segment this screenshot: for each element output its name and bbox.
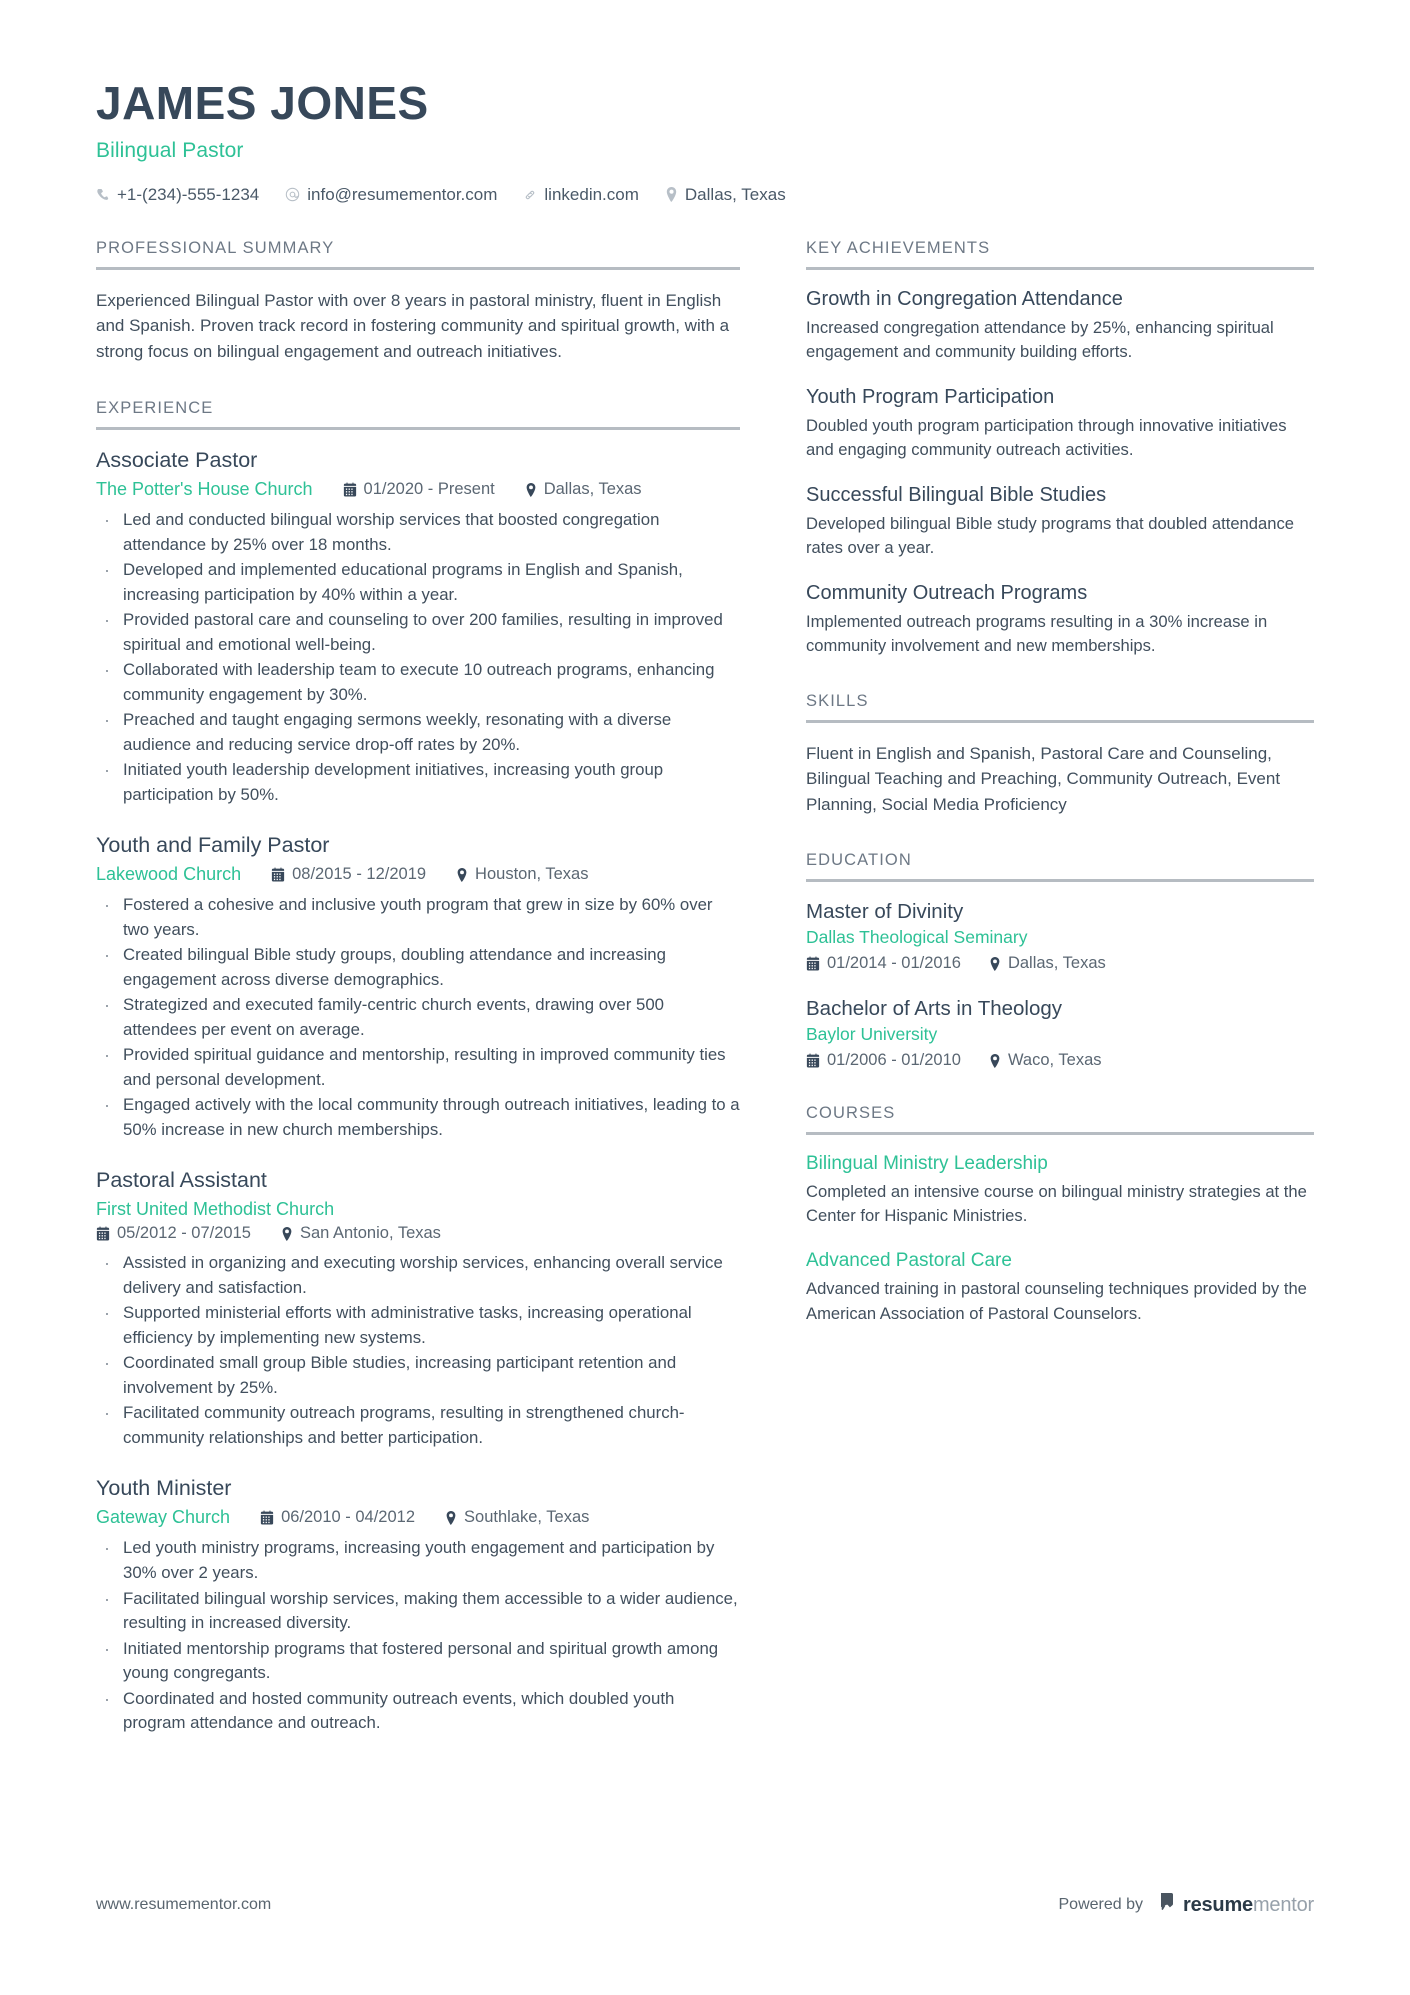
candidate-name: JAMES JONES <box>96 77 429 129</box>
location-pin-icon <box>281 1227 293 1241</box>
achievement-item <box>806 582 1314 658</box>
experience-list <box>96 448 740 1736</box>
entry-location <box>456 865 588 884</box>
contact-phone[interactable] <box>96 185 259 205</box>
achievement-item <box>806 386 1314 462</box>
entry-dates <box>343 480 495 499</box>
experience-bullet: · Fostered a cohesive and inclusive youth program that grew in size by 60% over two years. <box>96 893 740 942</box>
education-location <box>989 954 1106 973</box>
experience-bullet: · Initiated mentorship programs that fostered personal and spiritual growth among young congregants. <box>96 1637 740 1686</box>
entry-role: Youth Minister <box>96 1476 232 1501</box>
experience-bullet: · Facilitated bilingual worship services, making them accessible to a wider audience, resulting in increased diversity. <box>96 1587 740 1636</box>
experience-bullet-list <box>96 508 740 807</box>
experience-bullet: · Facilitated community outreach programs, resulting in strengthened church-community relationships and better participation. <box>96 1401 740 1450</box>
candidate-job-title: Bilingual Pastor <box>96 138 244 162</box>
experience-bullet: · Developed and implemented educational programs in English and Spanish, increasing participation by 40% within a year. <box>96 558 740 607</box>
section-title-skills: SKILLS <box>806 692 1314 723</box>
location-pin-icon <box>445 1511 457 1525</box>
contact-location-text: Dallas, Texas <box>684 184 786 204</box>
calendar-icon <box>343 482 357 497</box>
experience-bullet: · Strategized and executed family-centric church events, drawing over 500 attendees per event on average. <box>96 993 740 1042</box>
section-experience <box>96 399 740 1736</box>
achievement-title: Growth in Congregation Attendance <box>806 287 1123 310</box>
entry-location-text: Dallas, Texas <box>543 480 642 498</box>
education-dates-text: 01/2014 - 01/2016 <box>827 954 961 973</box>
section-title-education: EDUCATION <box>806 851 1314 882</box>
entry-organization: Lakewood Church <box>96 864 242 885</box>
education-school: Dallas Theological Seminary <box>806 927 1028 948</box>
education-list <box>806 900 1314 1070</box>
skills-text: Fluent in English and Spanish, Pastoral Care and Counseling, Bilingual Teaching and Preaching, Community Outreach, Event Planning, Social Media Proficiency <box>806 743 1281 814</box>
location-pin-icon <box>989 957 1001 971</box>
right-column <box>796 239 1314 1332</box>
entry-organization: First United Methodist Church <box>96 1199 335 1220</box>
entry-meta <box>96 479 740 500</box>
experience-bullet: · Coordinated and hosted community outreach events, which doubled youth program attendance and outreach. <box>96 1687 740 1736</box>
contact-location <box>665 185 786 205</box>
experience-bullet: · Created bilingual Bible study groups, doubling attendance and increasing engagement across diverse demographics. <box>96 943 740 992</box>
courses-list <box>806 1153 1314 1325</box>
entry-location-text: Houston, Texas <box>475 865 589 884</box>
achievement-title: Community Outreach Programs <box>806 581 1088 604</box>
achievement-description: Developed bilingual Bible study programs that doubled attendance rates over a year. <box>806 513 1295 557</box>
experience-entry <box>96 1168 740 1450</box>
education-degree: Bachelor of Arts in Theology <box>806 997 1063 1021</box>
resumementor-logo <box>1159 1893 1314 1917</box>
section-education <box>806 851 1314 1070</box>
phone-icon <box>96 188 110 202</box>
resume-body <box>96 239 1314 1742</box>
contact-row <box>96 185 1314 205</box>
achievement-title: Youth Program Participation <box>806 385 1055 408</box>
entry-meta <box>96 1199 740 1243</box>
course-title: Advanced Pastoral Care <box>806 1250 1012 1272</box>
left-column <box>96 239 796 1742</box>
achievement-description: Doubled youth program participation through innovative initiatives and engaging community outreach activities. <box>806 415 1287 459</box>
resume-header <box>96 78 1314 205</box>
experience-bullet: · Preached and taught engaging sermons weekly, resonating with a diverse audience and reducing service drop-off rates by 20%. <box>96 708 740 757</box>
experience-entry <box>96 1476 740 1735</box>
course-item <box>806 1153 1314 1228</box>
course-item <box>806 1250 1314 1325</box>
education-item <box>806 900 1314 973</box>
experience-entry <box>96 448 740 807</box>
education-location-text: Waco, Texas <box>1007 1051 1102 1070</box>
entry-dates-text: 06/2010 - 04/2012 <box>281 1508 416 1527</box>
experience-bullet: · Engaged actively with the local community through outreach initiatives, leading to a 50% increase in new church memberships. <box>96 1093 740 1142</box>
experience-bullet: · Initiated youth leadership development initiatives, increasing youth group participation by 50%. <box>96 758 740 807</box>
contact-linkedin[interactable] <box>523 185 639 205</box>
contact-phone-text: +1-(234)-555-1234 <box>117 184 260 204</box>
education-degree: Master of Divinity <box>806 900 964 924</box>
entry-dates-text: 08/2015 - 12/2019 <box>292 865 427 884</box>
experience-bullet: · Coordinated small group Bible studies, increasing participant retention and involvement by 25%. <box>96 1351 740 1400</box>
experience-bullet: · Led youth ministry programs, increasing youth engagement and participation by 30% over 2 years. <box>96 1536 740 1585</box>
entry-meta <box>96 1507 740 1528</box>
entry-dates <box>271 865 426 884</box>
experience-bullet-list <box>96 1536 740 1735</box>
entry-location <box>445 1508 589 1527</box>
experience-bullet: · Assisted in organizing and executing worship services, enhancing overall service delivery and satisfaction. <box>96 1251 740 1300</box>
calendar-icon <box>271 867 285 882</box>
experience-entry <box>96 833 740 1142</box>
email-icon <box>285 187 300 202</box>
bookmark-icon <box>1159 1893 1176 1917</box>
entry-meta-line <box>96 1224 740 1243</box>
calendar-icon <box>806 956 820 971</box>
entry-dates-text: 05/2012 - 07/2015 <box>117 1224 251 1243</box>
contact-email-text: info@resumementor.com <box>307 184 498 204</box>
experience-bullet: · Provided spiritual guidance and mentorship, resulting in improved community ties and personal development. <box>96 1043 740 1092</box>
entry-organization: The Potter's House Church <box>96 479 313 499</box>
calendar-icon <box>260 1510 274 1525</box>
education-meta <box>806 1051 1314 1070</box>
calendar-icon <box>96 1226 110 1241</box>
course-description: Completed an intensive course on bilingual ministry strategies at the Center for Hispanic Ministries. <box>806 1182 1307 1226</box>
education-location-text: Dallas, Texas <box>1007 954 1106 973</box>
section-title-key-achievements: KEY ACHIEVEMENTS <box>806 239 1314 270</box>
link-icon <box>523 188 537 202</box>
education-dates <box>806 954 961 973</box>
achievements-list <box>806 288 1314 658</box>
experience-bullet-list <box>96 893 740 1142</box>
footer-branding <box>1059 1893 1315 1917</box>
entry-location <box>281 1224 441 1243</box>
entry-role: Associate Pastor <box>96 448 258 472</box>
achievement-title: Successful Bilingual Bible Studies <box>806 483 1107 506</box>
education-item <box>806 997 1314 1070</box>
education-location <box>989 1051 1102 1070</box>
professional-summary-text: Experienced Bilingual Pastor with over 8 years in pastoral ministry, fluent in English and Spanish. Proven track record in fostering community and spiritual growth, with a strong focus on bilingual engagement and outreach initiatives. <box>96 290 730 362</box>
calendar-icon <box>806 1053 820 1068</box>
location-pin-icon <box>525 483 537 497</box>
powered-by-label: Powered by <box>1058 1896 1143 1913</box>
section-title-courses: COURSES <box>806 1104 1314 1135</box>
education-school: Baylor University <box>806 1024 938 1045</box>
achievement-description: Implemented outreach programs resulting in a 30% increase in community involvement and new memberships. <box>806 611 1268 655</box>
contact-linkedin-text: linkedin.com <box>544 184 639 204</box>
logo-word-resume: resume <box>1183 1893 1253 1916</box>
achievement-item <box>806 288 1314 364</box>
course-title: Bilingual Ministry Leadership <box>806 1153 1048 1175</box>
resume-footer <box>96 1893 1314 1917</box>
entry-role: Pastoral Assistant <box>96 1168 267 1193</box>
entry-location-text: San Antonio, Texas <box>299 1224 441 1243</box>
experience-bullet-list <box>96 1251 740 1450</box>
entry-location-text: Southlake, Texas <box>464 1508 590 1527</box>
entry-role: Youth and Family Pastor <box>96 833 330 858</box>
section-title-experience: EXPERIENCE <box>96 399 740 430</box>
section-courses <box>806 1104 1314 1325</box>
entry-organization: Gateway Church <box>96 1507 231 1528</box>
experience-bullet: · Led and conducted bilingual worship services that boosted congregation attendance by 25% over 18 months. <box>96 508 740 557</box>
experience-bullet: · Supported ministerial efforts with administrative tasks, increasing operational efficiency by implementing new systems. <box>96 1301 740 1350</box>
entry-dates <box>260 1508 415 1527</box>
achievement-item <box>806 484 1314 560</box>
education-dates <box>806 1051 961 1070</box>
section-professional-summary <box>96 239 740 365</box>
footer-url[interactable]: www.resumementor.com <box>96 1896 272 1913</box>
section-skills <box>806 692 1314 818</box>
education-dates-text: 01/2006 - 01/2010 <box>827 1051 961 1070</box>
experience-bullet: · Collaborated with leadership team to execute 10 outreach programs, enhancing community engagement by 30%. <box>96 658 740 707</box>
course-description: Advanced training in pastoral counseling techniques provided by the American Association of Pastoral Counselors. <box>806 1279 1307 1323</box>
entry-dates-text: 01/2020 - Present <box>363 480 495 498</box>
education-meta <box>806 954 1314 973</box>
location-pin-icon <box>665 187 678 202</box>
location-pin-icon <box>989 1054 1001 1068</box>
achievement-description: Increased congregation attendance by 25%, enhancing spiritual engagement and community building efforts. <box>806 317 1274 361</box>
entry-dates <box>96 1224 251 1243</box>
contact-email[interactable] <box>285 185 497 205</box>
location-pin-icon <box>456 868 468 882</box>
experience-bullet: · Provided pastoral care and counseling to over 200 families, resulting in improved spiritual and emotional well-being. <box>96 608 740 657</box>
section-title-professional-summary: PROFESSIONAL SUMMARY <box>96 239 740 270</box>
logo-wordmark <box>1183 1894 1314 1917</box>
logo-word-mentor: mentor <box>1252 1893 1314 1916</box>
entry-location <box>525 480 642 499</box>
section-key-achievements <box>806 239 1314 658</box>
entry-meta <box>96 864 740 885</box>
